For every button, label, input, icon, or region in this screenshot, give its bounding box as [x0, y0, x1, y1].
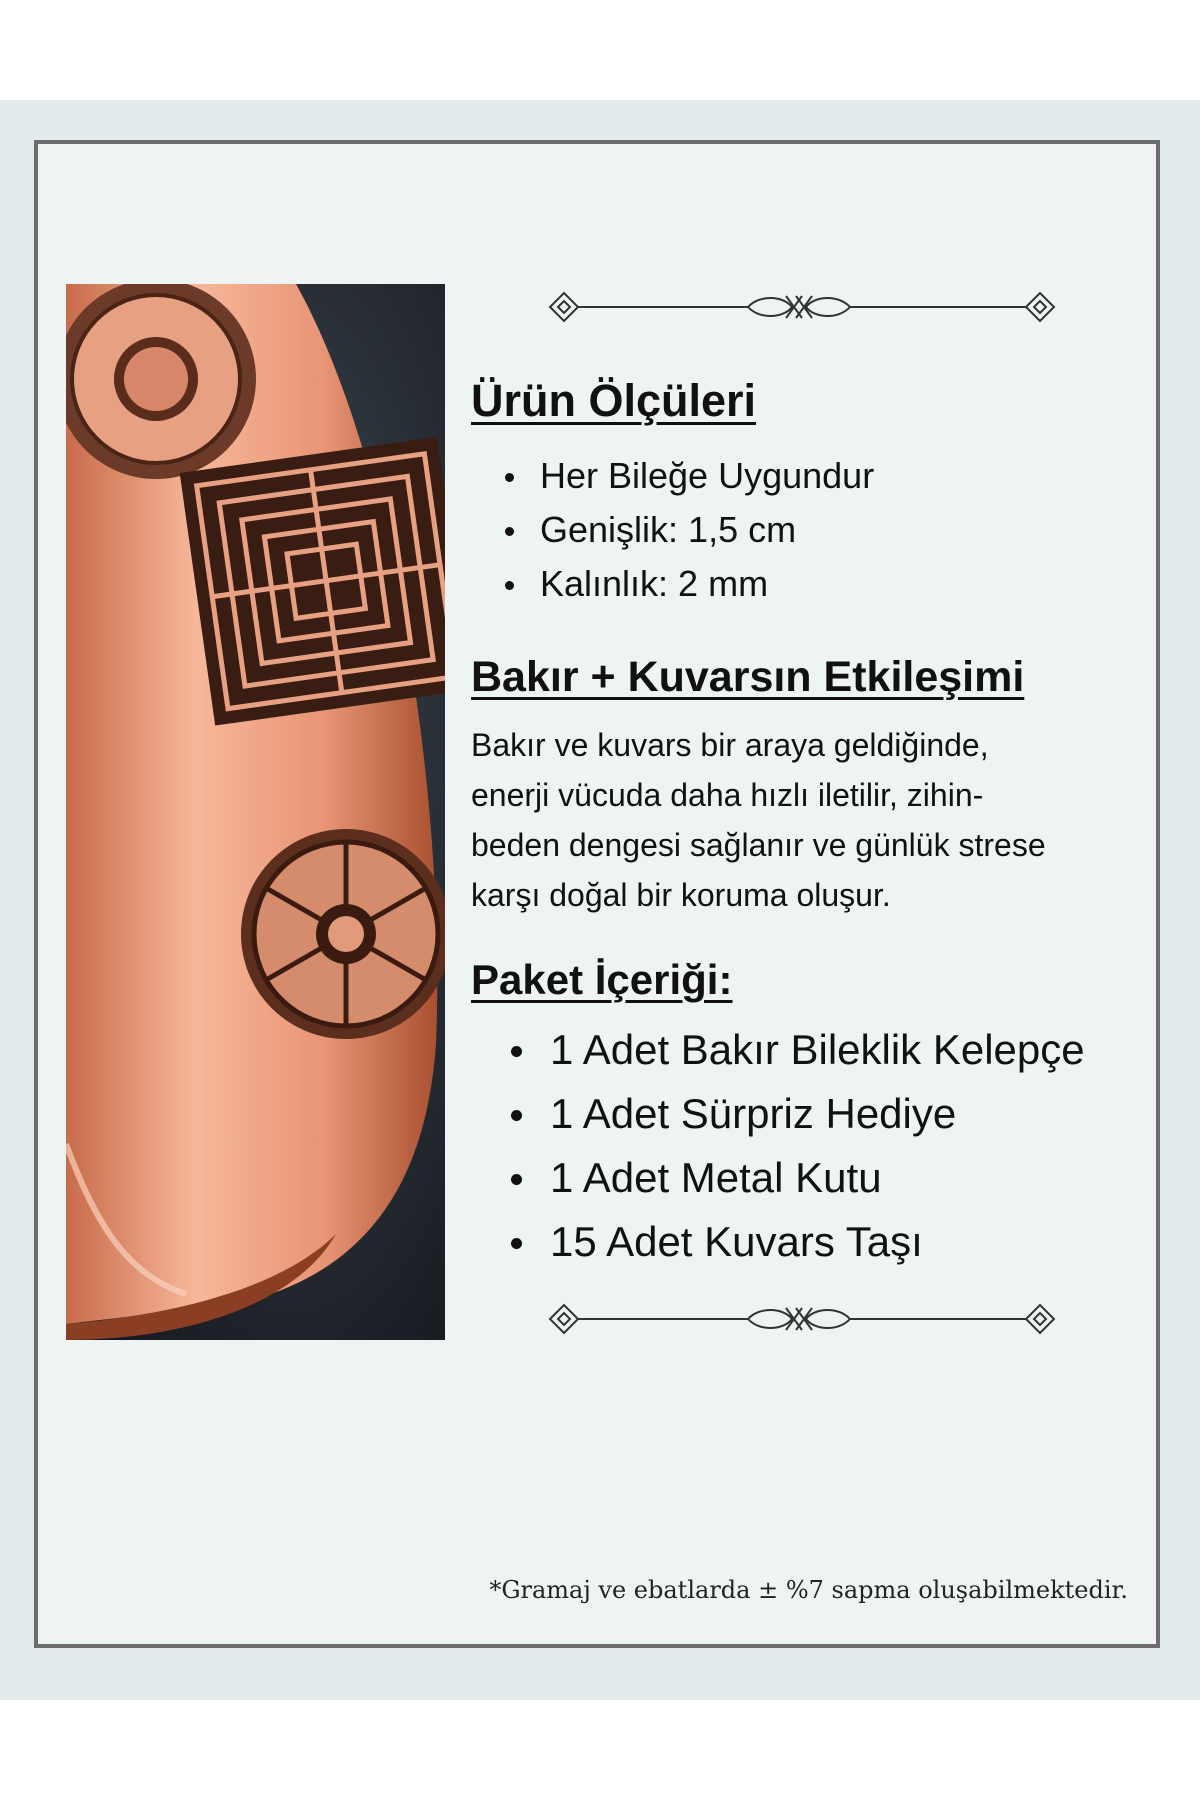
interaction-heading: Bakır + Kuvarsın Etkileşimi: [471, 653, 1025, 701]
list-item: 15 Adet Kuvars Taşı: [471, 1210, 1151, 1274]
bracelet-photo-icon: [66, 284, 445, 1340]
list-item: Her Bileğe Uygundur: [471, 449, 1151, 503]
list-item: Genişlik: 1,5 cm: [471, 503, 1151, 557]
interaction-paragraph: [471, 720, 1131, 920]
dimensions-heading: Ürün Ölçüleri: [471, 375, 757, 426]
paragraph-line: beden dengesi sağlanır ve günlük strese: [471, 827, 1046, 863]
text-column: [471, 375, 1151, 1274]
dimensions-list: [471, 449, 1151, 611]
paragraph-line: Bakır ve kuvars bir araya geldiğinde,: [471, 727, 989, 763]
list-item: 1 Adet Metal Kutu: [471, 1146, 1151, 1210]
list-item: Kalınlık: 2 mm: [471, 557, 1151, 611]
package-heading: Paket İçeriği:: [471, 956, 733, 1003]
flourish-divider-icon: [548, 1294, 1056, 1344]
top-divider-ornament: [548, 282, 1056, 332]
product-image: [66, 284, 445, 1340]
paragraph-line: enerji vücuda daha hızlı iletilir, zihin-: [471, 777, 984, 813]
paragraph-line: karşı doğal bir koruma oluşur.: [471, 877, 891, 913]
flourish-divider-icon: [548, 282, 1056, 332]
list-item: 1 Adet Sürpriz Hediye: [471, 1082, 1151, 1146]
list-item: 1 Adet Bakır Bileklik Kelepçe: [471, 1018, 1151, 1082]
footnote: *Gramaj ve ebatlarda ± %7 sapma oluşabilmektedir.: [489, 1576, 1128, 1604]
bottom-divider-ornament: [548, 1294, 1056, 1344]
package-list: [471, 1018, 1151, 1274]
